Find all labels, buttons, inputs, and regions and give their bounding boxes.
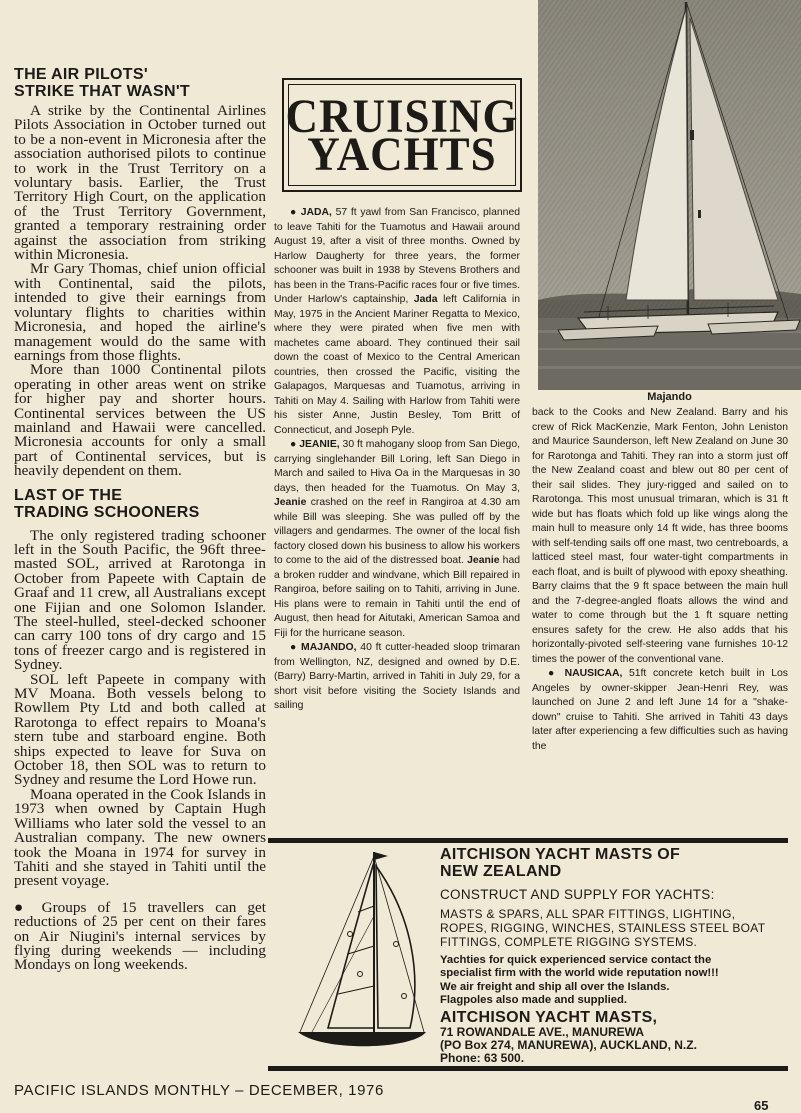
masthead-line-2: YACHTS bbox=[307, 127, 497, 181]
cruising-yachts-masthead bbox=[282, 78, 522, 192]
middle-column bbox=[274, 206, 520, 714]
aitchison-advertisement bbox=[440, 846, 785, 1065]
yacht-name: JEANIE, bbox=[299, 439, 340, 450]
ad-title-line: NEW ZEALAND bbox=[440, 863, 562, 880]
entry-text: crashed on the reef in Rangiroa at 4.30 am while Bill was sleeping. She was pulled off by the villagers and gendarmes. The owner of the local fish factory closed down his business to allow his workers to come to the aid of the distressed boat. bbox=[274, 497, 520, 566]
yacht-name: Jada bbox=[413, 294, 438, 305]
article-paragraph: More than 1000 Continental pilots operating in other areas went on strike for higher pay and shorter hours. Continental services between the US mainland and Hawaii were cancelled. Micronesia accounts for only a small part of Continental services, but is heavily dependent on them. bbox=[14, 361, 266, 480]
photo-caption: Majando bbox=[647, 391, 692, 403]
ad-pitch-line: Flagpoles also made and supplied. bbox=[440, 994, 628, 1007]
jeanie-entry bbox=[274, 438, 520, 641]
air-pilots-headline bbox=[14, 66, 266, 100]
yacht-name: Jeanie bbox=[274, 497, 307, 508]
left-column bbox=[14, 66, 266, 973]
article-paragraph: A strike by the Continental Airlines Pilots Association in October turned out to be a non-event in Micronesia after the association authorised pilots to continue to work in the Trust Territory on a voluntary basis. Earlier, the Trust Territory High Court, on the application of the Trust Territory Government, granted a temporary restraining order against the association from striking within Micronesia. bbox=[14, 102, 266, 264]
bullet-icon: ● bbox=[290, 207, 298, 218]
trimaran-photo-illustration bbox=[538, 0, 801, 390]
yacht-name: NAUSICAA, bbox=[564, 668, 623, 679]
ad-title bbox=[440, 846, 785, 880]
nausicaa-entry bbox=[532, 667, 788, 754]
entry-text: had a broken rudder and windvane, which Bill repaired in Rangiroa, before sailing on to Tahiti, arriving in June. His plans were to remain in Tahiti until the end of August, then head for Aitutaki, American Samoa and Fiji for the hurricane season. bbox=[274, 555, 521, 639]
yacht-drawing-icon bbox=[292, 846, 432, 1058]
majando-entry bbox=[274, 641, 520, 714]
entry-text: 51ft concrete ketch built in Los Angeles by owner-skipper Jean-Henri Rey, was launched on June 2 and left June 14 for a "shake-down" cruise to Tahiti. She arrived in Tahiti 43 days later after experiencing a few difficulties such as having the bbox=[532, 668, 788, 752]
headline-line: STRIKE THAT WASN'T bbox=[14, 83, 191, 100]
ad-subtitle: CONSTRUCT AND SUPPLY FOR YACHTS: bbox=[440, 887, 715, 902]
headline-line: THE AIR PILOTS' bbox=[14, 66, 148, 83]
entry-text: 30 ft mahogany sloop from San Diego, carrying singlehander Bill Loring, left San Diego in March and sailed to Hiva Oa in the Marquesas in 30 days, then headed for the Tuamotus. On May 3, bbox=[274, 439, 520, 494]
schooners-headline bbox=[14, 487, 266, 521]
article-paragraph: SOL left Papeete in company with MV Moana. Both vessels belong to Rowllem Pty Ltd and both called at Rarotonga to effect repairs to Moana's stern tube and starboard engine. Both ships expected to leave for Suva on October 18, then SOL was to return to Sydney and resume the Lord Howe run. bbox=[14, 670, 266, 789]
ad-pitch bbox=[440, 954, 785, 1008]
article-paragraph: Mr Gary Thomas, chief union official with Continental, said the pilots, intended to give their earnings from voluntary flights to charities within Micronesia, and hoped the airline's management would do the same with earnings from those flights. bbox=[14, 260, 266, 364]
page-number: 65 bbox=[754, 1098, 769, 1113]
masthead-line-1: CRUISING bbox=[285, 89, 519, 143]
yacht-name: Jeanie bbox=[467, 555, 500, 566]
air-niugini-brief: ● Groups of 15 travellers can get reductions of 25 per cent on their fares on Air Niugini's internal services by flying during weekends — including Mondays on long weekends. bbox=[14, 898, 266, 974]
ad-address-line: 71 ROWANDALE AVE., MANUREWA bbox=[440, 1024, 645, 1039]
headline-line: LAST OF THE bbox=[14, 486, 123, 504]
ad-pitch-line: We air freight and ship all over the Islands. bbox=[440, 980, 670, 993]
majando-photo bbox=[538, 0, 801, 390]
yacht-name: JADA, bbox=[300, 207, 332, 218]
ad-company-name: AITCHISON YACHT MASTS, bbox=[440, 1008, 658, 1026]
ad-pitch-line: specialist firm with the world wide reputation now!!! bbox=[440, 967, 719, 980]
jada-entry bbox=[274, 206, 520, 438]
headline-line: TRADING SCHOONERS bbox=[14, 503, 200, 521]
yacht-name: MAJANDO, bbox=[301, 642, 357, 653]
ad-bottom-rule bbox=[268, 1066, 788, 1071]
majando-continuation: back to the Cooks and New Zealand. Barry and his crew of Rick MacKenzie, Mark Fenton, John Leniston and Maurice Saunderson, left New Zealand on June 30 for Rarotonga and Tahiti. They ran into a storm just off the New Zealand coast and blew out 80 per cent of their sail slides. They jury-rigged and sailed on to Rarotonga. This most unusual trimaran, which is 31 ft wide but has floats which fold up like wings along the main hull to measure only 14 ft wide, has three booms with self-tending sails off one mast, two centreboards, a latticed steel mast, four water-tight compartments in each float, and is built of plywood with epoxy sheathing. Barry claims that the 9 ft space between the main hull and the 7-degree-angled floats allows the wind and water to come through but the 1 ft square netting ensures safety for the crew. He also adds that his horizontally-pivoted self-steering vane furnishes 10-12 times the power of the conventional vane. bbox=[532, 407, 788, 665]
bullet-icon: ● bbox=[290, 439, 297, 450]
ad-phone: Phone: 63 500. bbox=[440, 1050, 525, 1065]
bullet-icon: ● bbox=[290, 642, 298, 653]
entry-text: 40 ft cutter-headed sloop trimaran from Wellington, NZ, designed and owned by D.E. (Barry) Barry-Martin, arrived in Tahiti in July 29, for a short visit before visiting the Society Islands and sailing bbox=[274, 642, 520, 711]
ad-address bbox=[440, 1026, 785, 1065]
page-footer: PACIFIC ISLANDS MONTHLY – DECEMBER, 1976 bbox=[14, 1082, 384, 1099]
ad-top-rule bbox=[268, 838, 788, 843]
entry-text: left California in May, 1975 in the Ancient Mariner Regatta to Mexico, where they were pirated when five men with machetes came aboard. They continued their sail down the coast of Mexico to the Central American countries, then crossed the Pacific, visiting the Galapagos, Marquesas and Tuamotus, arriving in Tahiti on May 4. Sailing with Harlow from Tahiti were his sister Anne, Justin Besley, Tom Britt of Connecticut, and Joseph Pyle. bbox=[274, 294, 520, 436]
bullet-icon: ● bbox=[548, 668, 559, 679]
article-paragraph: Moana operated in the Cook Islands in 1973 when owned by Captain Hugh Williams who later sold the vessel to an Australian company. The new owners took the Moana in 1974 for survey in Tahiti and she stayed in Tahiti until the present voyage. bbox=[14, 785, 266, 890]
entry-text: 57 ft yawl from San Francisco, planned to leave Tahiti for the Tuamotus and Hawaii around August 19, after a visit of three months. Owned by Harlow Daugherty for three years, the former schooner was built in 1938 by Stevens Brothers and has been in the Trans-Pacific races four or five times. Under Harlow's captainship, bbox=[274, 207, 520, 305]
article-paragraph: The only registered trading schooner left in the South Pacific, the 96ft three-masted SOL, arrived at Rarotonga in October from Papeete with Captain de Graaf and 11 crew, all Australians except one Fijian and one Solomon Islander. The steel-hulled, steel-decked schooner can carry 100 tons of dry cargo and 15 tons of freezer cargo and is registered in Sydney. bbox=[14, 526, 266, 674]
ad-title-line: AITCHISON YACHT MASTS OF bbox=[440, 846, 681, 863]
ad-product-list: MASTS & SPARS, ALL SPAR FITTINGS, LIGHTING, ROPES, RIGGING, WINCHES, STAINLESS STEEL BOAT FITTINGS, COMPLETE RIGGING SYSTEMS. bbox=[440, 907, 766, 949]
ad-address-line: (PO Box 274, MANUREWA), AUCKLAND, N.Z. bbox=[440, 1037, 697, 1052]
right-column bbox=[532, 406, 788, 754]
ad-pitch-line: Yachties for quick experienced service contact the bbox=[440, 954, 712, 966]
